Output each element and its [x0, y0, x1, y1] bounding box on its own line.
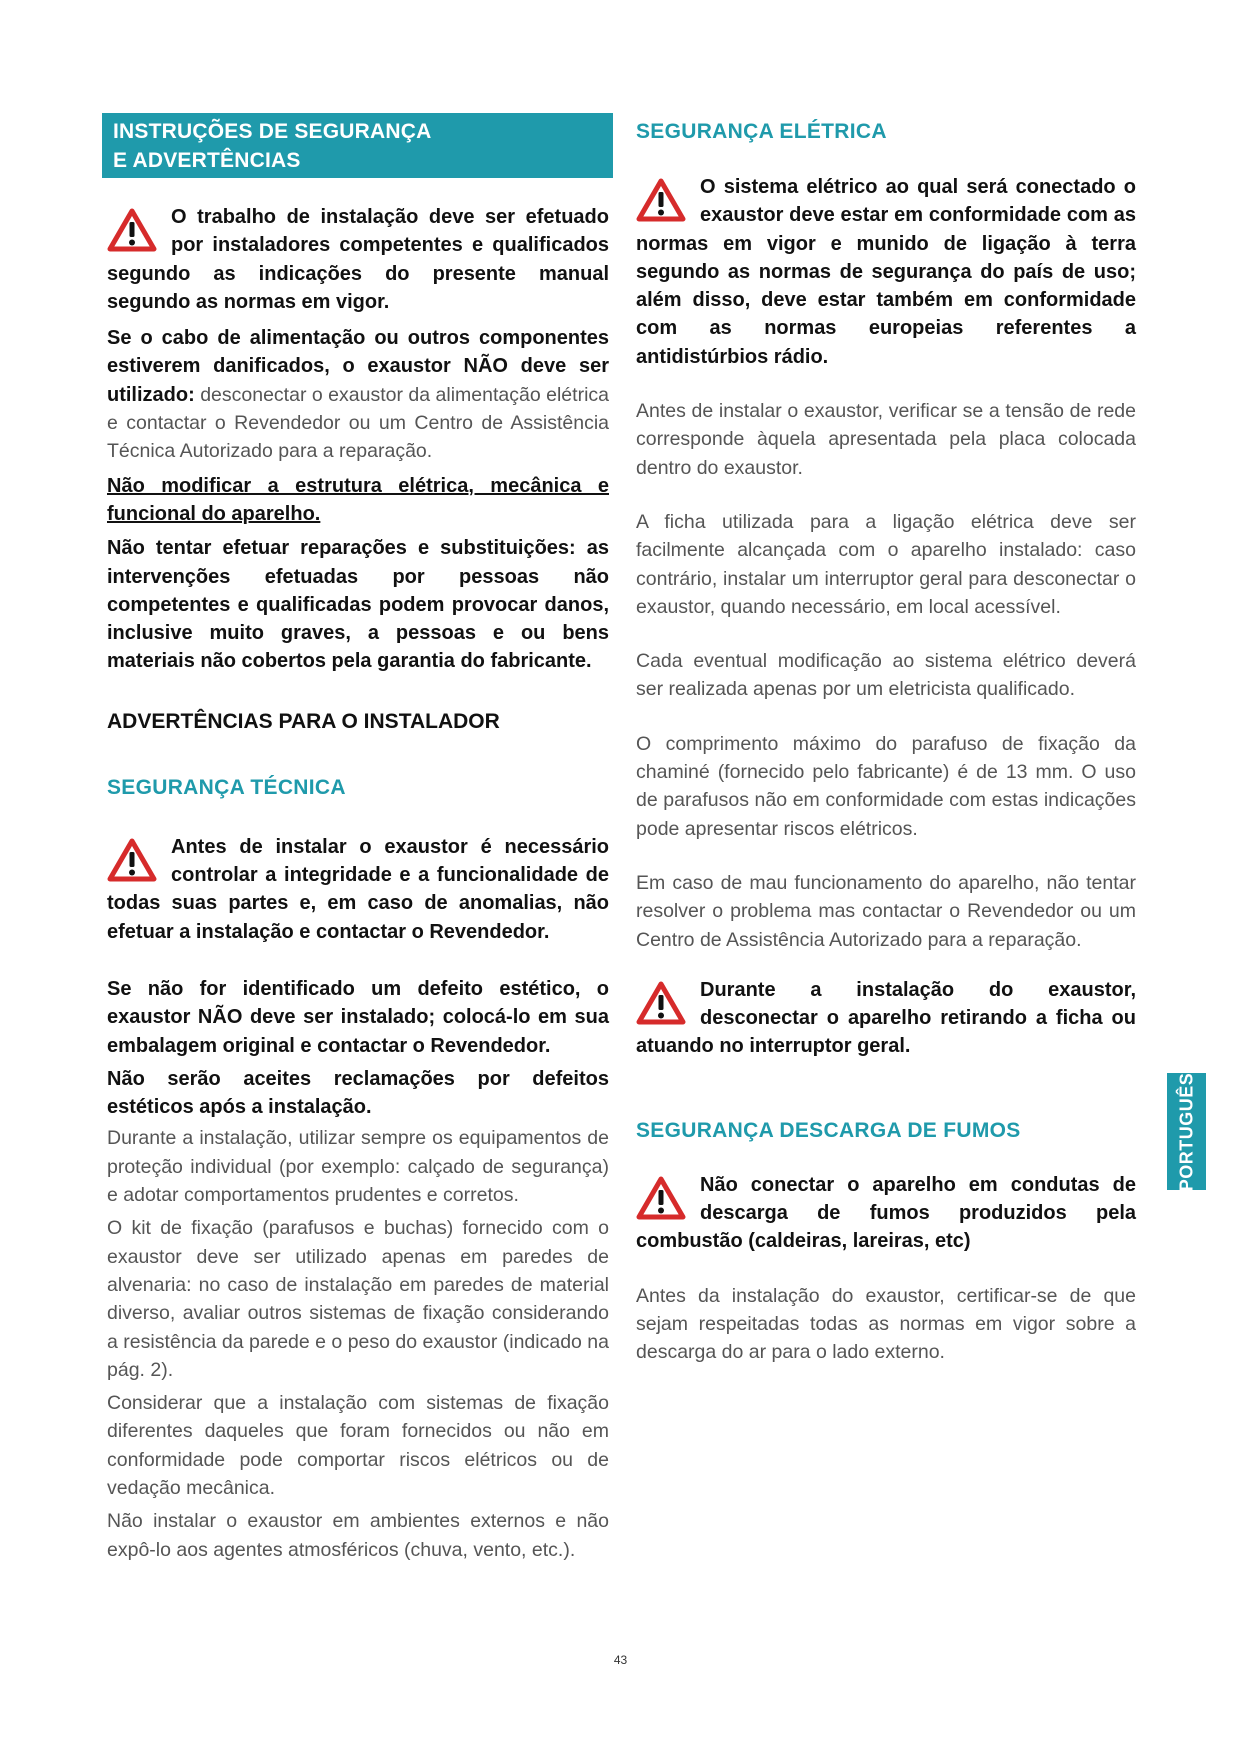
paragraph-protective-equipment: Durante a instalação, utilizar sempre os equipamentos de proteção individual (por exemplo: calçado de segurança) e adotar comportamentos prudentes e corretos.: [107, 1127, 609, 1207]
warning-fume-ducts: [636, 1171, 1136, 1256]
language-tab: [1167, 1073, 1206, 1190]
cable-regular-text: desconectar o exaustor da alimentação elétrica e contactar o Revendedor ou um Centro de Assistência Técnica Autorizado para a reparação.: [107, 383, 609, 463]
warning-text: Não conectar o aparelho em condutas de descarga de fumos produzidos pela combustão (caldeiras, lareiras, etc): [636, 1173, 1136, 1253]
paragraph-malfunction: Em caso de mau funcionamento do aparelho, não tentar resolver o problema mas contactar o Revendedor ou um Centro de Assistência Autorizado para a reparação.: [636, 871, 1136, 951]
paragraph-damaged-cable: [107, 324, 609, 465]
page-number: 43: [613, 1653, 628, 1667]
heading-installer-warnings: ADVERTÊNCIAS PARA O INSTALADOR: [107, 709, 500, 733]
paragraph-no-modify: Não modificar a estrutura elétrica, mecânica e funcional do aparelho.: [107, 474, 609, 525]
warning-integrity-check: [107, 833, 609, 946]
title-line-1: INSTRUÇÕES DE SEGURANÇA: [113, 120, 432, 143]
paragraph-other-fixing: Considerar que a instalação com sistemas de fixação diferentes daqueles que foram fornecidos ou não em conformidade pode comportar riscos elétricos ou de vedação mecânica.: [107, 1392, 609, 1499]
paragraph-plug-access: A ficha utilizada para a ligação elétrica deve ser facilmente alcançada com o aparelho instalado: caso contrário, instalar um interruptor geral para desconectar o exaustor, quando necessário, em local acessível.: [636, 510, 1136, 618]
cable-bold-text: Se o cabo de alimentação ou outros componentes estiverem danificados, o exaustor NÃO deve ser utilizado:: [107, 327, 609, 406]
warning-electrical-system: [636, 173, 1136, 371]
title-line-2: E ADVERTÊNCIAS: [113, 149, 301, 172]
language-tab-label: PORTUGUÊS: [1176, 1072, 1196, 1191]
paragraph-voltage-check: Antes de instalar o exaustor, verificar se a tensão de rede corresponde àquela apresentada pela placa colocada dentro do exaustor.: [636, 400, 1136, 479]
heading-electrical-safety: SEGURANÇA ELÉTRICA: [636, 120, 887, 143]
warning-triangle-icon: [636, 980, 686, 1026]
warning-triangle-icon: [636, 1175, 686, 1221]
paragraph-air-discharge: Antes da instalação do exaustor, certificar-se de que sejam respeitadas todas as normas em vigor sobre a descarga do ar para o lado externo.: [636, 1284, 1136, 1364]
paragraph-aesthetic-defect: Se não for identificado um defeito estético, o exaustor NÃO deve ser instalado; colocá-lo em sua embalagem original e contactar o Revendedor.: [107, 977, 609, 1057]
warning-text: Antes de instalar o exaustor é necessário controlar a integridade e a funcionalidade de todas suas partes e, em caso de anomalias, não efetuar a instalação e contactar o Revendedor.: [107, 835, 609, 943]
warning-installation-qualified: [107, 203, 609, 316]
right-column: [636, 113, 1136, 1367]
paragraph-no-repair: Não tentar efetuar reparações e substituições: as intervenções efetuadas por pessoas não competentes e qualificadas podem provocar danos, inclusive muito graves, a pessoas e ou bens materiais não cobertos pela garantia do fabricante.: [107, 537, 609, 673]
paragraph-electrician: Cada eventual modificação ao sistema elétrico deverá ser realizada apenas por um eletricista qualificado.: [636, 650, 1136, 701]
warning-text: Durante a instalação do exaustor, desconectar o aparelho retirando a ficha ou atuando no interruptor geral.: [636, 978, 1136, 1058]
paragraph-fixing-kit: O kit de fixação (parafusos e buchas) fornecido com o exaustor deve ser utilizado apenas em paredes de alvenaria: no caso de instalação em paredes de material diverso, avaliar outros sistemas de fixação considerando a resistência da parede e o peso do exaustor (indicado na pág. 2).: [107, 1217, 609, 1381]
heading-technical-safety: SEGURANÇA TÉCNICA: [107, 775, 346, 799]
warning-text: O sistema elétrico ao qual será conectado o exaustor deve estar em conformidade com as normas em vigor e munido de ligação à terra segundo as normas de segurança do país de uso; além disso, deve estar também em conformidade com as normas europeias referentes a antidistúrbios rádio.: [636, 176, 1136, 368]
paragraph-no-claims: Não serão aceites reclamações por defeitos estéticos após a instalação.: [107, 1067, 609, 1119]
paragraph-no-outdoor: Não instalar o exaustor em ambientes externos e não expô-lo aos agentes atmosféricos (chuva, vento, etc.).: [107, 1510, 609, 1561]
warning-triangle-icon: [636, 177, 686, 223]
warning-text: O trabalho de instalação deve ser efetuado por instaladores competentes e qualificados segundo as indicações do presente manual segundo as normas em vigor.: [107, 206, 609, 313]
left-column: [107, 113, 609, 1564]
paragraph-screw-length: O comprimento máximo do parafuso de fixação da chaminé (fornecido pelo fabricante) é de 13 mm. O uso de parafusos não em conformidade com estas indicações pode apresentar riscos elétricos.: [636, 732, 1136, 840]
warning-triangle-icon: [107, 837, 157, 883]
heading-fume-discharge: SEGURANÇA DESCARGA DE FUMOS: [636, 1118, 1021, 1142]
section-title-safety: [102, 113, 613, 178]
warning-triangle-icon: [107, 207, 157, 253]
warning-disconnect: [636, 976, 1136, 1061]
